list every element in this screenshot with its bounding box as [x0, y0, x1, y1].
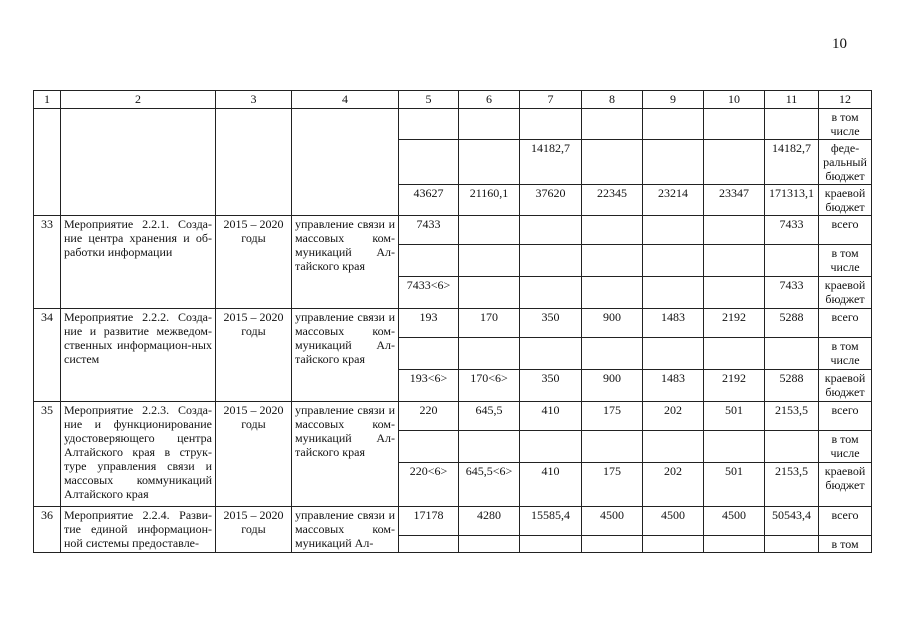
- header-cell: 6: [459, 91, 520, 109]
- cell-empty: [582, 109, 643, 140]
- cell-empty: [216, 109, 292, 216]
- cell-empty: [765, 338, 819, 370]
- cell-value: 170<6>: [459, 370, 520, 402]
- cell-value: 7433<6>: [399, 277, 459, 309]
- header-cell: 8: [582, 91, 643, 109]
- cell-value: 2192: [704, 370, 765, 402]
- cell-value: 4500: [704, 507, 765, 536]
- page-number: 10: [832, 36, 847, 52]
- cell-value: 7433: [399, 216, 459, 245]
- cell-empty: [704, 338, 765, 370]
- cell-empty: [459, 140, 520, 185]
- cell-empty: [399, 140, 459, 185]
- cell-empty: [520, 536, 582, 553]
- cell-empty: [459, 431, 520, 463]
- cell-value: 175: [582, 463, 643, 507]
- cell-source-label: краевой бюджет: [819, 370, 872, 402]
- cell-empty: [643, 245, 704, 277]
- cell-empty: [643, 338, 704, 370]
- cell-source-label: всего: [819, 507, 872, 536]
- cell-empty: [582, 245, 643, 277]
- cell-empty: [292, 109, 399, 216]
- activity-years: 2015 – 2020 годы: [216, 309, 292, 402]
- cell-source-label: всего: [819, 402, 872, 431]
- cell-value: [520, 277, 582, 309]
- cell-empty: [582, 140, 643, 185]
- cell-empty: [459, 109, 520, 140]
- cell-value: 645,5: [459, 402, 520, 431]
- table-row: [34, 216, 872, 245]
- cell-value: [582, 277, 643, 309]
- header-cell: 4: [292, 91, 399, 109]
- cell-empty: [704, 109, 765, 140]
- cell-empty: [520, 431, 582, 463]
- cell-source-label: всего: [819, 216, 872, 245]
- cell-empty: [643, 536, 704, 553]
- cell-empty: [459, 536, 520, 553]
- activity-executor: управление связи и массовых ком-муникаций Ал-тайского края: [292, 309, 399, 402]
- cell-value: 410: [520, 463, 582, 507]
- cell-empty: [61, 109, 216, 216]
- cell-value: 645,5<6>: [459, 463, 520, 507]
- cell-source-label: всего: [819, 309, 872, 338]
- row-number: 35: [34, 402, 61, 507]
- cell-empty: [704, 536, 765, 553]
- cell-source-label: в том числе: [819, 431, 872, 463]
- cell-value: 50543,4: [765, 507, 819, 536]
- cell-value: 193<6>: [399, 370, 459, 402]
- activity-executor: управление связи и массовых ком-муникаций Ал-тайского края: [292, 216, 399, 309]
- cell-value: 220<6>: [399, 463, 459, 507]
- cell-empty: [704, 245, 765, 277]
- cell-value: 220: [399, 402, 459, 431]
- cell-empty: [765, 536, 819, 553]
- cell-empty: [520, 338, 582, 370]
- cell-value: 900: [582, 309, 643, 338]
- cell-value: 37620: [520, 185, 582, 216]
- header-cell: 9: [643, 91, 704, 109]
- cell-value: 193: [399, 309, 459, 338]
- cell-value: [643, 277, 704, 309]
- table-row: [34, 507, 872, 536]
- header-cell: 11: [765, 91, 819, 109]
- cell-source-label: в том: [819, 536, 872, 553]
- activity-name: Мероприятие 2.2.1. Созда-ние центра хранения и об-работки информации: [61, 216, 216, 309]
- header-cell: 2: [61, 91, 216, 109]
- cell-value: 171313,1: [765, 185, 819, 216]
- cell-value: [520, 216, 582, 245]
- cell-empty: [765, 245, 819, 277]
- cell-empty: [582, 338, 643, 370]
- header-cell: 12: [819, 91, 872, 109]
- cell-value: [459, 216, 520, 245]
- cell-empty: [582, 431, 643, 463]
- cell-empty: [765, 431, 819, 463]
- cell-empty: [459, 245, 520, 277]
- cell-empty: [704, 431, 765, 463]
- cell-empty: [399, 431, 459, 463]
- table-row: [34, 109, 872, 140]
- header-row: [34, 91, 872, 109]
- cell-value: 900: [582, 370, 643, 402]
- cell-value: 202: [643, 463, 704, 507]
- header-cell: 1: [34, 91, 61, 109]
- cell-empty: [582, 536, 643, 553]
- cell-value: 350: [520, 370, 582, 402]
- cell-value: 1483: [643, 309, 704, 338]
- cell-value: 2192: [704, 309, 765, 338]
- row-number: 36: [34, 507, 61, 553]
- activity-name: Мероприятие 2.2.4. Разви-тие единой информацион-ной системы предоставле-: [61, 507, 216, 553]
- cell-source-label: в том числе: [819, 338, 872, 370]
- cell-value: 4500: [643, 507, 704, 536]
- cell-empty: [643, 109, 704, 140]
- cell-value: 5288: [765, 309, 819, 338]
- table-row: [34, 402, 872, 431]
- cell-value: 350: [520, 309, 582, 338]
- activity-years: 2015 – 2020 годы: [216, 402, 292, 507]
- activity-name: Мероприятие 2.2.3. Созда-ние и функционирование удостоверяющего центра Алтайского края в струк-туре управления связи и массовых коммуникаций Алтайского края: [61, 402, 216, 507]
- cell-empty: [459, 338, 520, 370]
- cell-value: 7433: [765, 216, 819, 245]
- activity-name: Мероприятие 2.2.2. Созда-ние и развитие межведом-ственных информацион-ных систем: [61, 309, 216, 402]
- cell-value: 15585,4: [520, 507, 582, 536]
- cell-value: 14182,7: [520, 140, 582, 185]
- cell-value: 5288: [765, 370, 819, 402]
- cell-value: 23347: [704, 185, 765, 216]
- cell-empty: [399, 536, 459, 553]
- cell-value: [459, 277, 520, 309]
- row-number: 33: [34, 216, 61, 309]
- cell-source-label: краевой бюджет: [819, 463, 872, 507]
- cell-value: 202: [643, 402, 704, 431]
- cell-empty: [643, 431, 704, 463]
- table-row: [34, 309, 872, 338]
- cell-value: 501: [704, 463, 765, 507]
- cell-empty: [704, 140, 765, 185]
- activity-executor: управление связи и массовых ком-муникаций Ал-тайского края: [292, 402, 399, 507]
- cell-empty: [399, 338, 459, 370]
- cell-value: 170: [459, 309, 520, 338]
- cell-empty: [643, 140, 704, 185]
- activity-years: 2015 – 2020 годы: [216, 216, 292, 309]
- cell-value: 1483: [643, 370, 704, 402]
- cell-source-label: феде-ральный бюджет: [819, 140, 872, 185]
- cell-value: 2153,5: [765, 402, 819, 431]
- cell-source-label: краевой бюджет: [819, 277, 872, 309]
- cell-value: 14182,7: [765, 140, 819, 185]
- cell-value: 175: [582, 402, 643, 431]
- cell-value: 4500: [582, 507, 643, 536]
- cell-value: 23214: [643, 185, 704, 216]
- header-cell: 7: [520, 91, 582, 109]
- cell-value: 17178: [399, 507, 459, 536]
- cell-value: 21160,1: [459, 185, 520, 216]
- cell-value: 4280: [459, 507, 520, 536]
- cell-empty: [399, 109, 459, 140]
- activity-executor: управление связи и массовых ком-муникаций Ал-: [292, 507, 399, 553]
- cell-empty: [765, 109, 819, 140]
- cell-value: 410: [520, 402, 582, 431]
- cell-source-label: краевой бюджет: [819, 185, 872, 216]
- header-cell: 5: [399, 91, 459, 109]
- cell-value: [582, 216, 643, 245]
- cell-value: [643, 216, 704, 245]
- row-number: 34: [34, 309, 61, 402]
- cell-empty: [520, 109, 582, 140]
- cell-value: [704, 277, 765, 309]
- cell-value: 43627: [399, 185, 459, 216]
- header-cell: 10: [704, 91, 765, 109]
- cell-empty: [520, 245, 582, 277]
- cell-value: 22345: [582, 185, 643, 216]
- cell-value: 2153,5: [765, 463, 819, 507]
- cell-value: [704, 216, 765, 245]
- cell-empty: [34, 109, 61, 216]
- cell-empty: [399, 245, 459, 277]
- header-cell: 3: [216, 91, 292, 109]
- program-table: [33, 90, 872, 553]
- activity-years: 2015 – 2020 годы: [216, 507, 292, 553]
- cell-source-label: в том числе: [819, 109, 872, 140]
- cell-source-label: в том числе: [819, 245, 872, 277]
- cell-value: 7433: [765, 277, 819, 309]
- cell-value: 501: [704, 402, 765, 431]
